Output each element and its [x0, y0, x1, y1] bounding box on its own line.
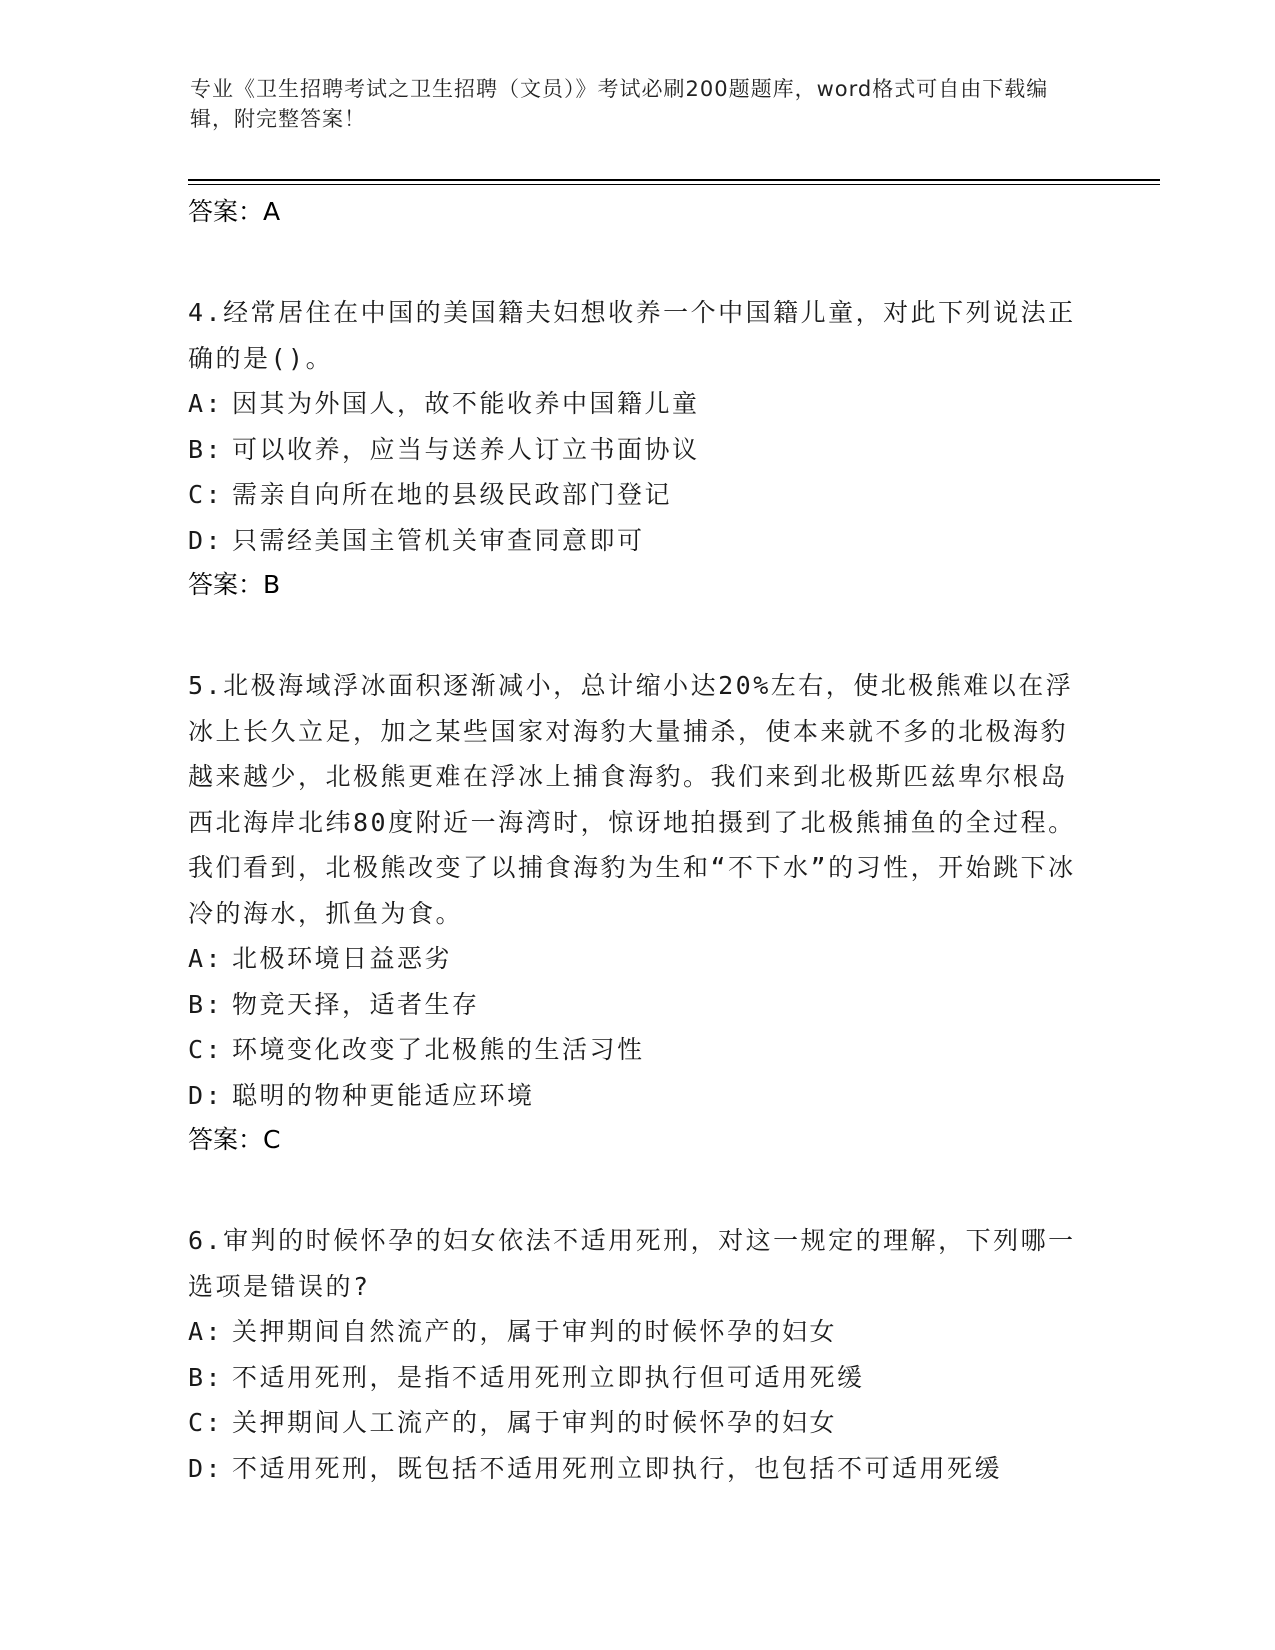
question-6 [188, 1218, 1088, 1491]
option-letter: C: [188, 1408, 224, 1437]
option-letter: A: [188, 389, 224, 418]
option-letter: B: [188, 989, 224, 1019]
option-c [188, 472, 1088, 518]
option-c [188, 1027, 1088, 1073]
option-d [188, 1446, 1088, 1492]
option-letter: B: [188, 434, 224, 464]
option-text: 北极环境日益恶劣 [232, 944, 453, 973]
question-text: 6.审判的时候怀孕的妇女依法不适用死刑，对这一规定的理解，下列哪一选项是错误的? [188, 1226, 1076, 1301]
option-text: 不适用死刑，是指不适用死刑立即执行但可适用死缓 [232, 1362, 865, 1392]
header-divider-thin [188, 184, 1160, 185]
option-letter: C: [188, 1035, 224, 1064]
page-header: 专业《卫生招聘考试之卫生招聘（文员）》考试必刷200题题库，word格式可自由下载编辑，附完整答案！ [190, 77, 1049, 131]
option-a [188, 1309, 1088, 1355]
option-letter: D: [188, 1453, 224, 1483]
question-4 [188, 290, 1088, 607]
option-letter: C: [188, 480, 224, 509]
answer-q3: 答案：A [188, 197, 281, 226]
option-letter: D: [188, 1080, 224, 1110]
question-5 [188, 663, 1088, 1162]
option-b [188, 427, 1088, 473]
header-divider-thick [188, 179, 1160, 181]
option-text: 因其为外国人，故不能收养中国籍儿童 [232, 389, 700, 418]
option-text: 可以收养，应当与送养人订立书面协议 [232, 434, 700, 464]
answer-q4: 答案：B [188, 570, 281, 599]
option-letter: B: [188, 1362, 224, 1392]
option-d [188, 518, 1088, 564]
option-text: 不适用死刑，既包括不适用死刑立即执行，也包括不可适用死缓 [232, 1453, 1003, 1483]
option-text: 关押期间人工流产的，属于审判的时候怀孕的妇女 [232, 1408, 838, 1437]
option-text: 只需经美国主管机关审查同意即可 [232, 525, 645, 555]
option-text: 需亲自向所在地的县级民政部门登记 [232, 480, 673, 509]
question-text: 4.经常居住在中国的美国籍夫妇想收养一个中国籍儿童，对此下列说法正确的是()。 [188, 298, 1076, 373]
option-letter: A: [188, 1317, 224, 1346]
option-c [188, 1400, 1088, 1446]
option-b [188, 1355, 1088, 1401]
option-text: 聪明的物种更能适应环境 [232, 1080, 535, 1110]
option-letter: D: [188, 525, 224, 555]
option-a [188, 936, 1088, 982]
option-d [188, 1073, 1088, 1119]
option-b [188, 982, 1088, 1028]
option-text: 物竞天择，适者生存 [232, 989, 480, 1019]
option-text: 环境变化改变了北极熊的生活习性 [232, 1035, 645, 1064]
option-text: 关押期间自然流产的，属于审判的时候怀孕的妇女 [232, 1317, 838, 1346]
document-body [188, 190, 1088, 1491]
question-text: 5.北极海域浮冰面积逐渐减小，总计缩小达20%左右，使北极熊难以在浮冰上长久立足，加之某些国家对海豹大量捕杀，使本来就不多的北极海豹越来越少，北极熊更难在浮冰上捕食海豹。我们来到北极斯匹兹卑尔根岛西北海岸北纬80度附近一海湾时，惊讶地拍摄到了北极熊捕鱼的全过程。我们看到，北极熊改变了以捕食海豹为生和“不下水”的习性，开始跳下冰冷的海水，抓鱼为食。 [188, 671, 1076, 928]
option-a [188, 381, 1088, 427]
option-letter: A: [188, 944, 224, 973]
answer-q5: 答案：C [188, 1125, 281, 1154]
